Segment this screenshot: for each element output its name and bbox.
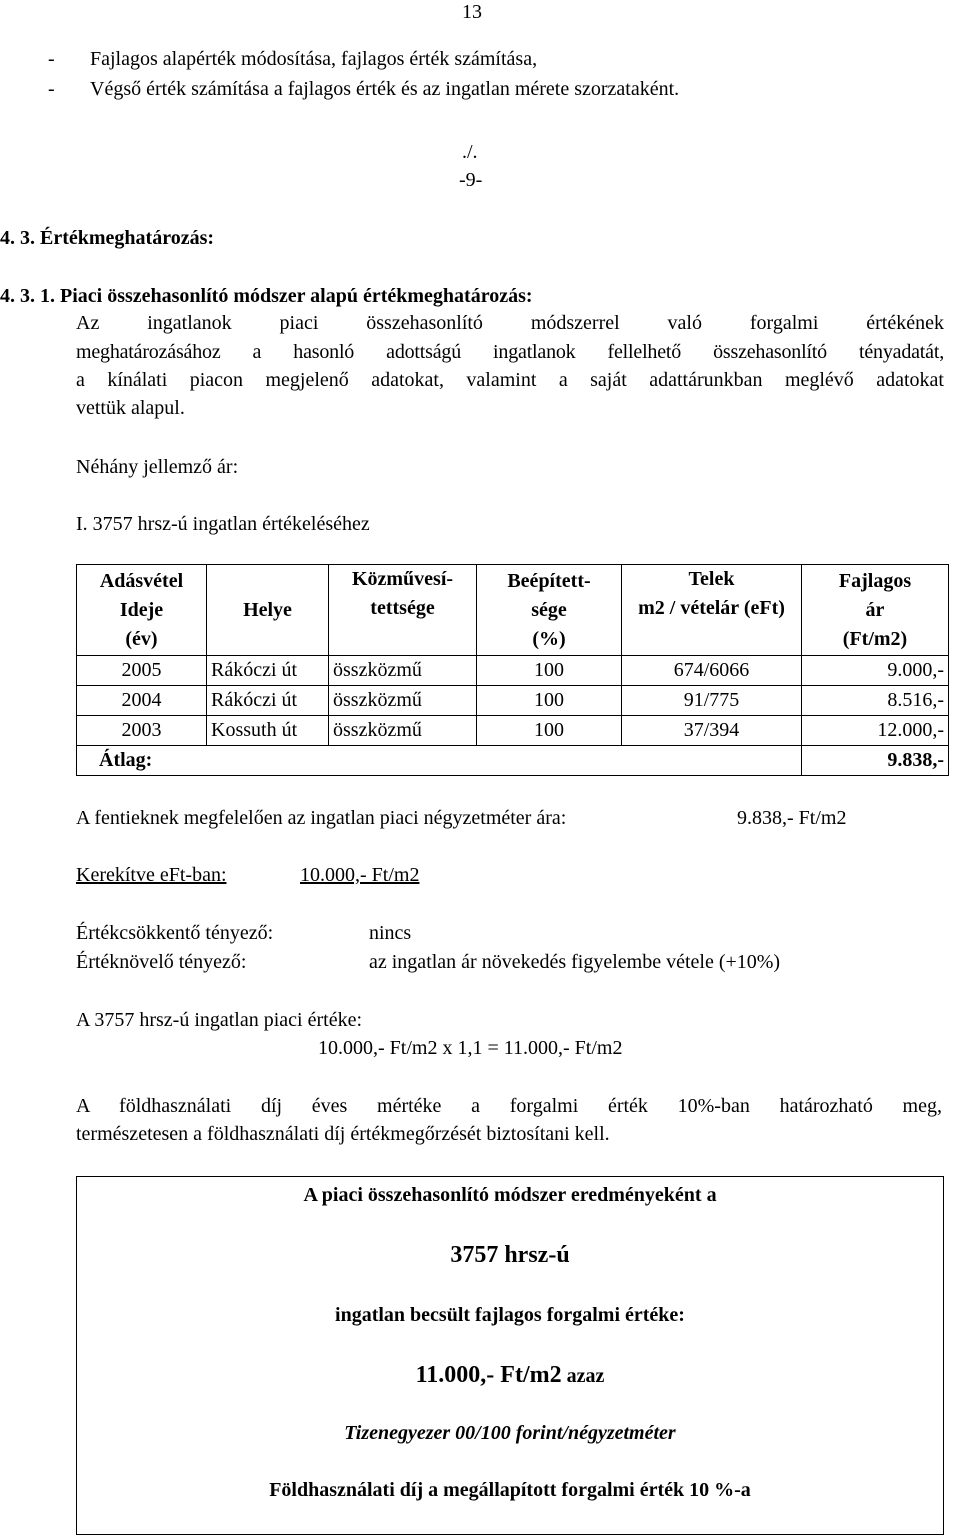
market-value-label: A 3757 hrsz-ú ingatlan piaci értéke:	[76, 1009, 363, 1031]
header-location	[207, 565, 329, 656]
decrease-label: Értékcsökkentő tényező:	[76, 922, 274, 944]
cell-utilities: összközmű	[329, 716, 477, 746]
rounded-value: 10.000,- Ft/m2	[300, 864, 420, 886]
cell-utilities: összközmű	[329, 656, 477, 686]
header-text: tettsége	[370, 597, 435, 619]
header-text: Adásvétel	[99, 569, 184, 592]
cell-unit-price: 9.000,-	[802, 656, 949, 686]
header-built-ratio	[477, 565, 622, 656]
bullet-marker-2: -	[48, 78, 55, 100]
paragraph-line-1: Az ingatlanok piaci összehasonlító módszerrel való forgalmi értékének	[76, 312, 944, 334]
market-sqm-text: A fentieknek megfelelően az ingatlan piaci négyzetméter ára:	[76, 807, 567, 829]
cell-year: 2003	[77, 716, 207, 746]
paragraph-line-2: meghatározásához a hasonló adottságú ingatlanok fellelhető összehasonlító tényadatát,	[76, 341, 944, 363]
header-sale-date	[77, 565, 207, 656]
result-value: 11.000,- Ft/m2	[415, 1362, 562, 1388]
fee-line-1: A földhasználati díj éves mértéke a forgalmi érték 10%-ban határozható meg,	[76, 1095, 942, 1117]
market-sqm-value: 9.838,- Ft/m2	[737, 807, 847, 829]
header-text: Fajlagos	[838, 569, 912, 592]
header-text: sége	[531, 598, 567, 621]
header-text: Helye	[243, 598, 292, 621]
result-line-3: ingatlan becsült fajlagos forgalmi értéke:	[335, 1304, 685, 1326]
cell-year: 2005	[77, 656, 207, 686]
case-label: I. 3757 hrsz-ú ingatlan értékeléséhez	[76, 513, 370, 535]
cell-built-ratio: 100	[477, 686, 622, 716]
rounded-label: Kerekítve eFt-ban:	[76, 864, 227, 886]
cell-unit-price: 8.516,-	[802, 686, 949, 716]
result-line-2: 3757 hrsz-ú	[450, 1242, 570, 1268]
cell-built-ratio: 100	[477, 716, 622, 746]
cell-built-ratio: 100	[477, 656, 622, 686]
increase-label: Értéknövelő tényező:	[76, 951, 247, 973]
comparison-table	[76, 564, 949, 776]
average-label: Átlag:	[77, 746, 802, 776]
average-value: 9.838,-	[802, 746, 949, 776]
result-line-4	[77, 1363, 943, 1387]
cell-location: Rákóczi út	[207, 656, 329, 686]
table-row	[77, 716, 949, 746]
increase-value: az ingatlan ár növekedés figyelembe vétele (+10%)	[369, 951, 781, 973]
section-title: 4. 3. Értékmeghatározás:	[0, 227, 215, 249]
bullet-item-2: Végső érték számítása a fajlagos érték és az ingatlan mérete szorzataként.	[90, 78, 680, 100]
header-text: m2 / vételár (eFt)	[638, 597, 785, 619]
cell-location: Kossuth út	[207, 716, 329, 746]
header-text: ár	[865, 598, 885, 621]
result-line-5: Tizenegyezer 00/100 forint/négyzetméter	[344, 1422, 676, 1444]
decrease-value: nincs	[369, 922, 412, 944]
fee-line-2: természetesen a földhasználati díj értékmegőrzését biztosítani kell.	[76, 1123, 610, 1145]
bullet-marker-1: -	[48, 48, 55, 70]
some-prices-label: Néhány jellemző ár:	[76, 456, 239, 478]
header-text: (év)	[125, 627, 158, 650]
cell-year: 2004	[77, 686, 207, 716]
header-text: Telek	[688, 568, 735, 590]
table-row	[77, 656, 949, 686]
header-text: (Ft/m2)	[842, 627, 908, 650]
cell-plot: 674/6066	[622, 656, 802, 686]
cell-utilities: összközmű	[329, 686, 477, 716]
header-plot	[622, 565, 802, 656]
cell-location: Rákóczi út	[207, 686, 329, 716]
header-text: Közművesí-	[351, 568, 454, 590]
page-ref-line-2: -9-	[459, 169, 483, 191]
cell-plot: 37/394	[622, 716, 802, 746]
paragraph-line-4: vettük alapul.	[76, 397, 185, 419]
page-number: 13	[462, 1, 482, 23]
market-value-calc: 10.000,- Ft/m2 x 1,1 = 11.000,- Ft/m2	[318, 1037, 623, 1059]
table-row	[77, 686, 949, 716]
header-text: (%)	[532, 627, 566, 650]
table-header-row	[77, 565, 949, 656]
cell-unit-price: 12.000,-	[802, 716, 949, 746]
header-text: Ideje	[119, 598, 164, 621]
result-line-1: A piaci összehasonlító módszer eredményeként a	[303, 1184, 717, 1206]
bullet-item-1: Fajlagos alapérték módosítása, fajlagos érték számítása,	[90, 48, 538, 70]
header-utilities	[329, 565, 477, 656]
result-box	[76, 1176, 944, 1535]
page-ref-line-1: ./.	[462, 141, 478, 163]
paragraph-line-3: a kínálati piacon megjelenő adatokat, valamint a saját adattárunkban meglévő adatokat	[76, 369, 944, 391]
result-line-6: Földhasználati díj a megállapított forgalmi érték 10 %-a	[269, 1479, 751, 1501]
cell-plot: 91/775	[622, 686, 802, 716]
header-unit-price	[802, 565, 949, 656]
table-average-row	[77, 746, 949, 776]
result-value-suffix: azaz	[561, 1365, 605, 1387]
header-text: Beépített-	[507, 569, 591, 592]
subsection-title: 4. 3. 1. Piaci összehasonlító módszer alapú értékmeghatározás:	[0, 285, 533, 307]
